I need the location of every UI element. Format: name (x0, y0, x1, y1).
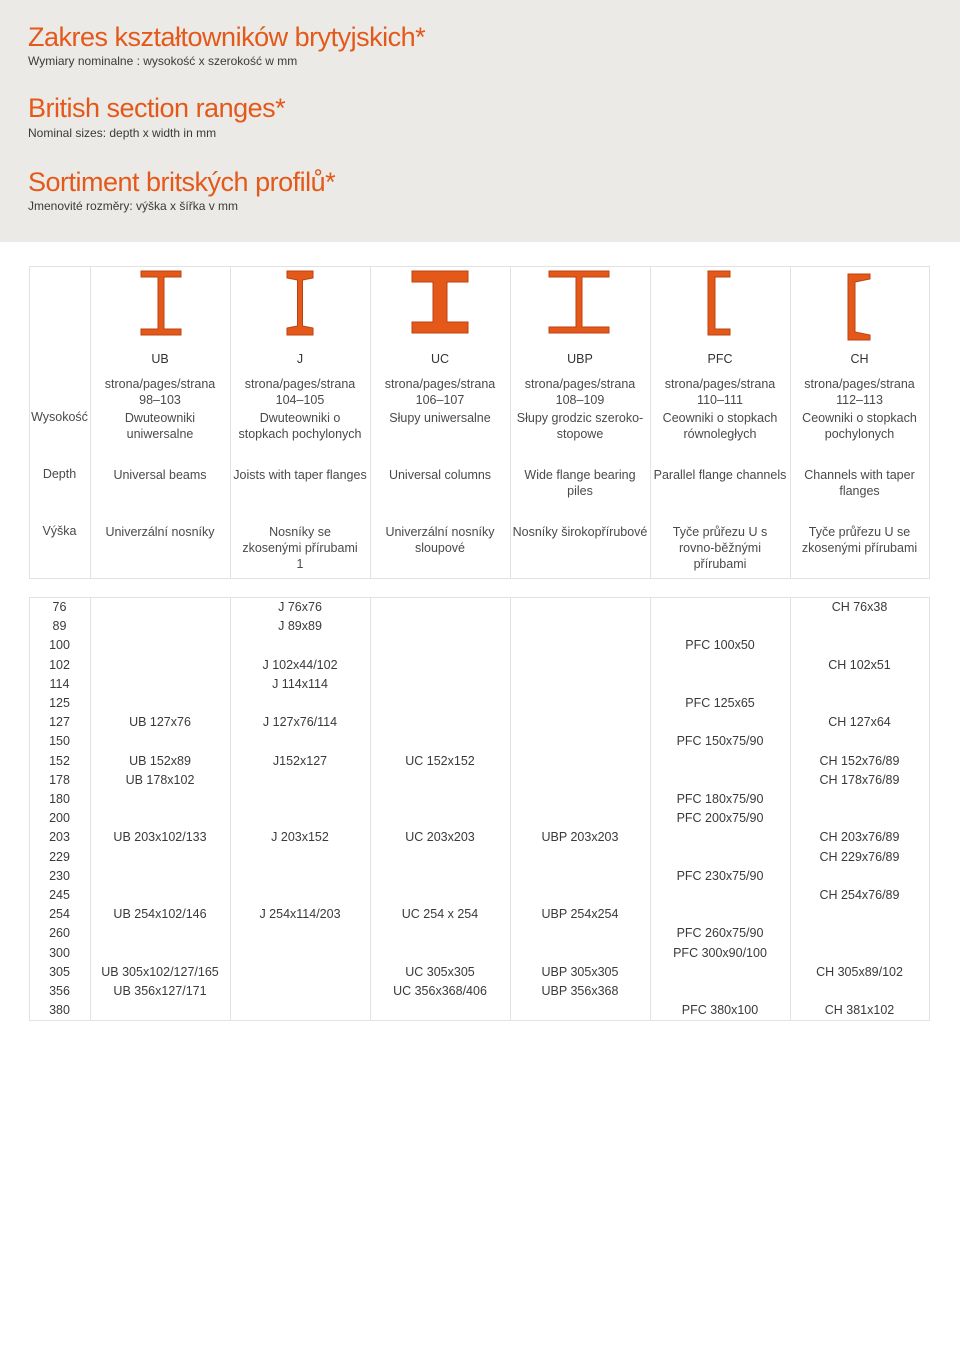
ub-cell: UB 178x102 (125, 772, 195, 787)
j-cell: J 254x114/203 (259, 907, 341, 922)
desc-cz-ubp: Nosníky širokopřírubové (512, 525, 648, 539)
pages-label-uc: strona/pages/strana (384, 377, 496, 391)
uc-cell: UC 203x203 (405, 830, 475, 845)
ch-cell: CH 254x76/89 (819, 888, 900, 902)
desc-cz-uc: Univerzální nosníky sloupové (385, 525, 495, 555)
depth-cell: 380 (49, 1003, 70, 1018)
subtitle-pl: Wymiary nominalne : wysokość x szerokość w mm (28, 54, 298, 68)
section-code-pfc: PFC (707, 352, 733, 366)
ch-cell: CH 305x89/102 (816, 964, 903, 979)
ch-cell: CH 127x64 (828, 715, 891, 730)
section-code-j: J (296, 352, 304, 366)
pfc-cell: PFC 230x75/90 (676, 868, 764, 883)
pfc-cell: PFC 125x65 (685, 696, 755, 710)
j-cell: J 102x44/102 (262, 657, 338, 672)
depth-cell: 254 (49, 907, 70, 922)
uc-cell: UC 254 x 254 (401, 907, 479, 922)
desc-pl-ch: Ceowniki o stopkach pochylonych (802, 411, 917, 441)
pages-label-j: strona/pages/strana (244, 377, 356, 391)
pfc-cell: PFC 200x75/90 (676, 811, 764, 826)
title-pl: Zakres kształtowników brytyjskich* (28, 22, 426, 52)
section-code-ch: CH (850, 352, 869, 366)
depth-cell: 260 (49, 926, 70, 941)
desc-pl-pfc: Ceowniki o stopkach równoległych (662, 411, 778, 441)
ub-cell: UB 152x89 (129, 753, 191, 768)
desc-en-uc: Universal columns (388, 468, 492, 482)
depth-cell: 76 (52, 600, 67, 614)
ch-cell: CH 381x102 (824, 1003, 895, 1018)
depth-cell: 300 (49, 945, 70, 960)
row-label-en: Depth (42, 467, 77, 481)
desc-en-pfc: Parallel flange channels (653, 468, 787, 482)
ubp-cell: UBP 305x305 (541, 964, 619, 979)
depth-cell: 152 (49, 753, 70, 768)
depth-cell: 127 (49, 715, 70, 730)
j-cell: J 89x89 (278, 619, 322, 634)
j-cell: J 76x76 (278, 600, 322, 614)
j-section-icon (286, 270, 314, 336)
title-band (0, 0, 960, 242)
j-cell: J 203x152 (271, 830, 329, 845)
desc-cz-j: Nosníky se zkosenými přírubami 1 (242, 525, 358, 571)
ub-cell: UB 127x76 (129, 715, 191, 730)
desc-en-ubp: Wide flange bearing piles (524, 468, 636, 498)
pages-ch: 112–113 (836, 393, 883, 407)
ubp-cell: UBP 254x254 (541, 907, 619, 922)
desc-pl-ub: Dwuteowniki uniwersalne (124, 411, 196, 441)
ub-cell: UB 203x102/133 (113, 830, 207, 845)
subtitle-en: Nominal sizes: depth x width in mm (28, 126, 217, 140)
ch-cell: CH 203x76/89 (819, 830, 900, 845)
pages-label-ubp: strona/pages/strana (524, 377, 636, 391)
desc-en-j: Joists with taper flanges (233, 468, 367, 482)
desc-pl-ubp: Słupy grodzic szeroko-stopowe (516, 411, 644, 441)
ubp-section-icon (548, 270, 610, 334)
title-en: British section ranges* (28, 93, 286, 123)
depth-cell: 100 (49, 638, 70, 653)
desc-cz-ch: Tyče průřezu U se zkosenými přírubami (801, 525, 918, 555)
ch-section-icon (847, 273, 871, 341)
pages-label-ub: strona/pages/strana (104, 377, 216, 391)
pages-j: 104–105 (275, 393, 325, 407)
title-cz: Sortiment britských profilů* (28, 167, 336, 197)
depth-cell: 89 (52, 619, 67, 634)
pfc-section-icon (707, 270, 731, 336)
ubp-cell: UBP 356x368 (541, 984, 619, 998)
desc-cz-pfc: Tyče průřezu U s rovno-běžnými přírubami (672, 525, 768, 571)
pfc-cell: PFC 380x100 (681, 1003, 759, 1018)
uc-cell: UC 356x368/406 (393, 984, 487, 998)
ch-cell: CH 178x76/89 (819, 772, 900, 787)
pfc-cell: PFC 300x90/100 (673, 945, 767, 960)
depth-cell: 245 (49, 888, 70, 902)
ubp-cell: UBP 203x203 (541, 830, 619, 845)
row-label-pl: Wysokość (31, 410, 88, 424)
depth-cell: 203 (49, 830, 70, 845)
ub-cell: UB 254x102/146 (113, 907, 207, 922)
ub-section-icon (140, 270, 182, 336)
section-code-uc: UC (430, 352, 450, 366)
depth-cell: 200 (49, 811, 70, 826)
pfc-cell: PFC 180x75/90 (676, 792, 764, 806)
ub-cell: UB 356x127/171 (113, 984, 207, 998)
row-label-cz: Výška (42, 524, 77, 538)
pfc-cell: PFC 100x50 (685, 638, 755, 653)
j-cell: J 114x114 (272, 676, 328, 691)
pages-label-ch: strona/pages/strana (804, 377, 915, 391)
ch-cell: CH 102x51 (828, 657, 891, 672)
depth-cell: 114 (49, 676, 70, 691)
pages-uc: 106–107 (415, 393, 465, 407)
pages-ub: 98–103 (139, 393, 181, 407)
desc-en-ub: Universal beams (113, 468, 207, 482)
uc-section-icon (411, 270, 469, 334)
depth-cell: 230 (49, 868, 70, 883)
depth-cell: 356 (49, 984, 70, 998)
pfc-cell: PFC 260x75/90 (676, 926, 764, 941)
pages-pfc: 110–111 (697, 393, 743, 407)
pages-ubp: 108–109 (555, 393, 605, 407)
subtitle-cz: Jmenovité rozměry: výška x šířka v mm (28, 199, 239, 213)
desc-cz-ub: Univerzální nosníky (105, 525, 215, 539)
pages-label-pfc: strona/pages/strana (664, 377, 776, 391)
depth-cell: 180 (49, 792, 70, 806)
desc-en-ch: Channels with taper flanges (804, 468, 915, 498)
section-code-ubp: UBP (567, 352, 593, 366)
uc-cell: UC 305x305 (405, 964, 475, 979)
section-code-ub: UB (151, 352, 169, 366)
ub-cell: UB 305x102/127/165 (101, 964, 219, 979)
depth-cell: 305 (49, 964, 70, 979)
ch-cell: CH 229x76/89 (819, 849, 900, 864)
depth-cell: 102 (49, 657, 70, 672)
ch-cell: CH 76x38 (831, 600, 888, 614)
uc-cell: UC 152x152 (405, 753, 475, 768)
pfc-cell: PFC 150x75/90 (676, 734, 764, 749)
depth-cell: 229 (49, 849, 70, 864)
depth-cell: 150 (49, 734, 70, 749)
j-cell: J 127x76/114 (262, 715, 338, 730)
desc-pl-j: Dwuteowniki o stopkach pochylonych (238, 411, 362, 441)
depth-cell: 125 (49, 696, 70, 710)
desc-pl-uc: Słupy uniwersalne (389, 411, 491, 425)
j-cell: J152x127 (272, 753, 328, 768)
depth-cell: 178 (49, 772, 70, 787)
ch-cell: CH 152x76/89 (819, 753, 900, 768)
